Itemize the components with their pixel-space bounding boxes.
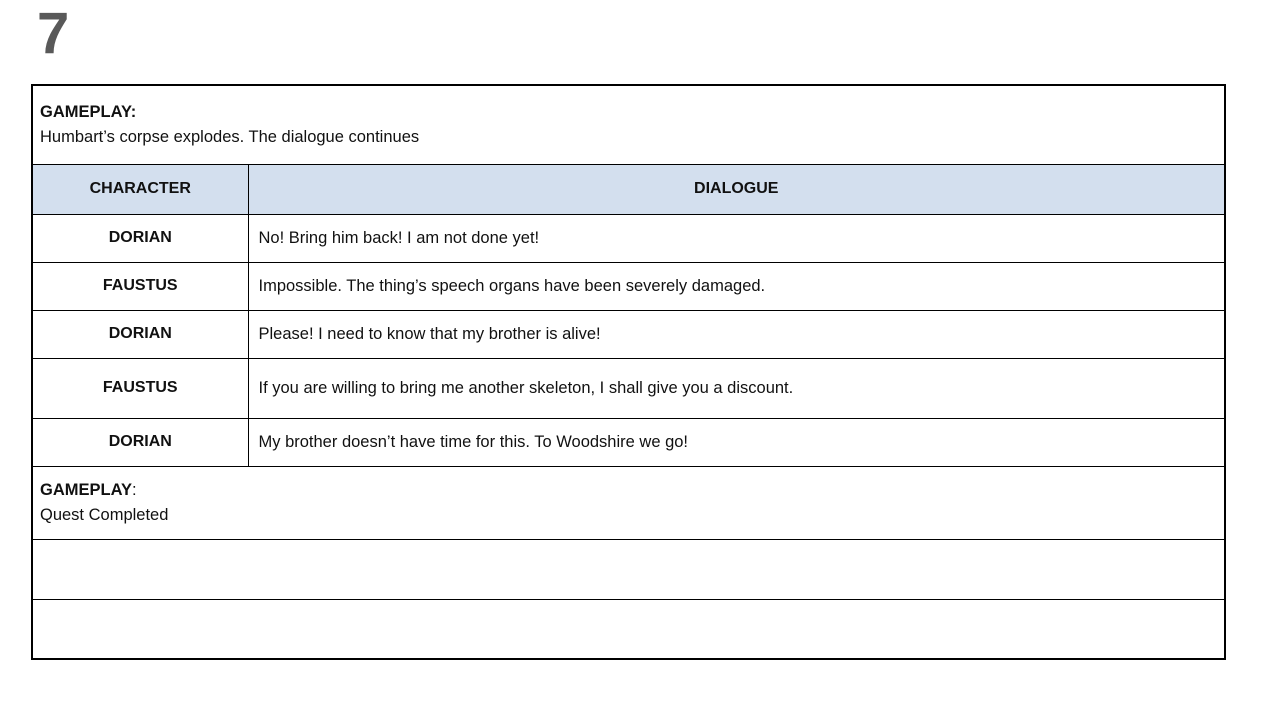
table-row	[32, 418, 1225, 466]
gameplay-bottom-label-line	[40, 478, 1214, 503]
dialogue-line: Please! I need to know that my brother is alive!	[248, 310, 1225, 358]
dialogue-line: My brother doesn’t have time for this. To Woodshire we go!	[248, 418, 1225, 466]
table-row	[32, 310, 1225, 358]
dialogue-line: Impossible. The thing’s speech organs have been severely damaged.	[248, 262, 1225, 310]
dialogue-script-table	[31, 84, 1226, 660]
table-row-empty	[32, 599, 1225, 659]
gameplay-bottom-label: GAMEPLAY	[40, 480, 132, 499]
gameplay-top-cell	[32, 85, 1225, 164]
table-row	[32, 214, 1225, 262]
character-name: DORIAN	[32, 418, 248, 466]
table-row	[32, 358, 1225, 418]
gameplay-top-text: Humbart’s corpse explodes. The dialogue continues	[40, 127, 420, 146]
table-row-gameplay-top	[32, 85, 1225, 164]
gameplay-bottom-cell	[32, 466, 1225, 539]
page-number: 7	[37, 1, 70, 66]
character-name: DORIAN	[32, 310, 248, 358]
table-row-gameplay-bottom	[32, 466, 1225, 539]
dialogue-line: No! Bring him back! I am not done yet!	[248, 214, 1225, 262]
table-row	[32, 262, 1225, 310]
column-header-dialogue: DIALOGUE	[248, 164, 1225, 214]
table-row-empty	[32, 539, 1225, 599]
character-name: FAUSTUS	[32, 262, 248, 310]
empty-cell	[32, 599, 1225, 659]
gameplay-bottom-text: Quest Completed	[40, 505, 169, 524]
column-header-character: CHARACTER	[32, 164, 248, 214]
character-name: DORIAN	[32, 214, 248, 262]
gameplay-top-label: GAMEPLAY:	[40, 102, 137, 121]
empty-cell	[32, 539, 1225, 599]
dialogue-line: If you are willing to bring me another skeleton, I shall give you a discount.	[248, 358, 1225, 418]
table-header-row	[32, 164, 1225, 214]
character-name: FAUSTUS	[32, 358, 248, 418]
gameplay-bottom-colon: :	[132, 480, 137, 499]
